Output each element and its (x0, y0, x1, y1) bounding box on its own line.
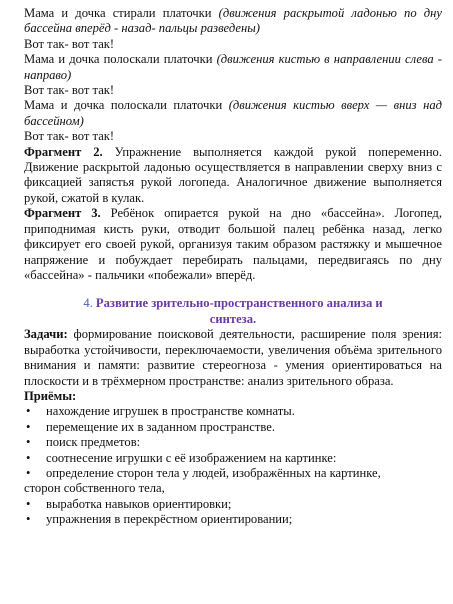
fragment-3-label: Фрагмент 3. (24, 206, 101, 221)
list-item: • перемещение их в заданном пространстве. (26, 419, 275, 434)
fragment-3-text: Ребёнок опирается рукой на дно «бассейна». Логопед, приподнимая кисть руки, отводит большой палец ребёнка назад, легко фиксирует его своей рукой, организуя таким образом растяжку и мышечное напряжение и побуждает перебирать пальцами, передвигаясь по дну «бассейна» - пальчики «побежали» вперёд. (24, 206, 442, 282)
bullet-icon: • (26, 435, 31, 450)
list-item: • нахождение игрушек в пространстве комнаты. (26, 404, 295, 419)
poem-line-1 (24, 6, 442, 37)
poem-instruction: (движения кистью в направлении слева - направо) (24, 52, 442, 82)
list-item: • выработка навыков ориентировки; (26, 496, 232, 511)
document-page (24, 6, 442, 528)
poem-line-3 (24, 52, 442, 83)
poem-line-4: Вот так- вот так! (24, 83, 115, 98)
bullet-icon: • (26, 512, 31, 527)
poem-text: Мама и дочка полоскали платочки (24, 98, 229, 113)
section-title-line-1: Развитие зрительно-пространственного анализа и (92, 296, 383, 311)
poem-text: Мама и дочка полоскали платочки (24, 52, 217, 67)
list-item: • соотнесение игрушки с её изображением на картинке: (26, 450, 337, 465)
poem-line-5 (24, 98, 442, 129)
poem-line-2: Вот так- вот так! (24, 36, 115, 51)
tasks-text: формирование поисковой деятельности, расширение поля зрения: выработка устойчивости, переключаемости, увеличения объёма зрительного внимания и памяти: развитие стереогноза - умения ориентироваться на плоскости и в трёхмерном пространстве: анализ зрительного образа. (24, 327, 442, 388)
list-item-continuation: сторон собственного тела, (24, 481, 165, 496)
fragment-2-label: Фрагмент 2. (24, 144, 103, 159)
tasks-paragraph (24, 327, 442, 389)
techniques-label: Приёмы: (24, 388, 77, 403)
list-item: • упражнения в перекрёстном ориентировании; (26, 512, 293, 527)
section-number: 4. (83, 296, 93, 311)
poem-text: Мама и дочка стирали платочки (24, 6, 219, 20)
bullet-icon: • (26, 496, 31, 511)
section-title-line-2: синтеза. (209, 312, 257, 327)
tasks-label: Задачи: (24, 327, 68, 342)
list-item: • определение сторон тела у людей, изображённых на картинке, (26, 465, 381, 480)
poem-instruction: (движения раскрытой ладонью по дну бассейна вперёд - назад- пальцы разведены) (24, 6, 442, 36)
bullet-icon: • (26, 465, 31, 480)
fragment-2-text: Упражнение выполняется каждой рукой попеременно. Движение раскрытой ладонью осуществляется в направлении сверху вниз с фиксацией запястья рукой логопеда. Аналогичное движение выполняется рукой, сжатой в кулак. (24, 144, 442, 205)
techniques-list (24, 404, 442, 527)
bullet-icon: • (26, 419, 31, 434)
bullet-icon: • (26, 404, 31, 419)
fragment-3 (24, 206, 442, 283)
bullet-icon: • (26, 450, 31, 465)
fragment-2 (24, 145, 442, 207)
list-item: • поиск предметов: (26, 435, 141, 450)
section-heading (24, 295, 442, 327)
poem-line-6: Вот так- вот так! (24, 129, 115, 144)
poem-instruction: (движения кистью вверх — вниз над бассейном) (24, 98, 442, 128)
